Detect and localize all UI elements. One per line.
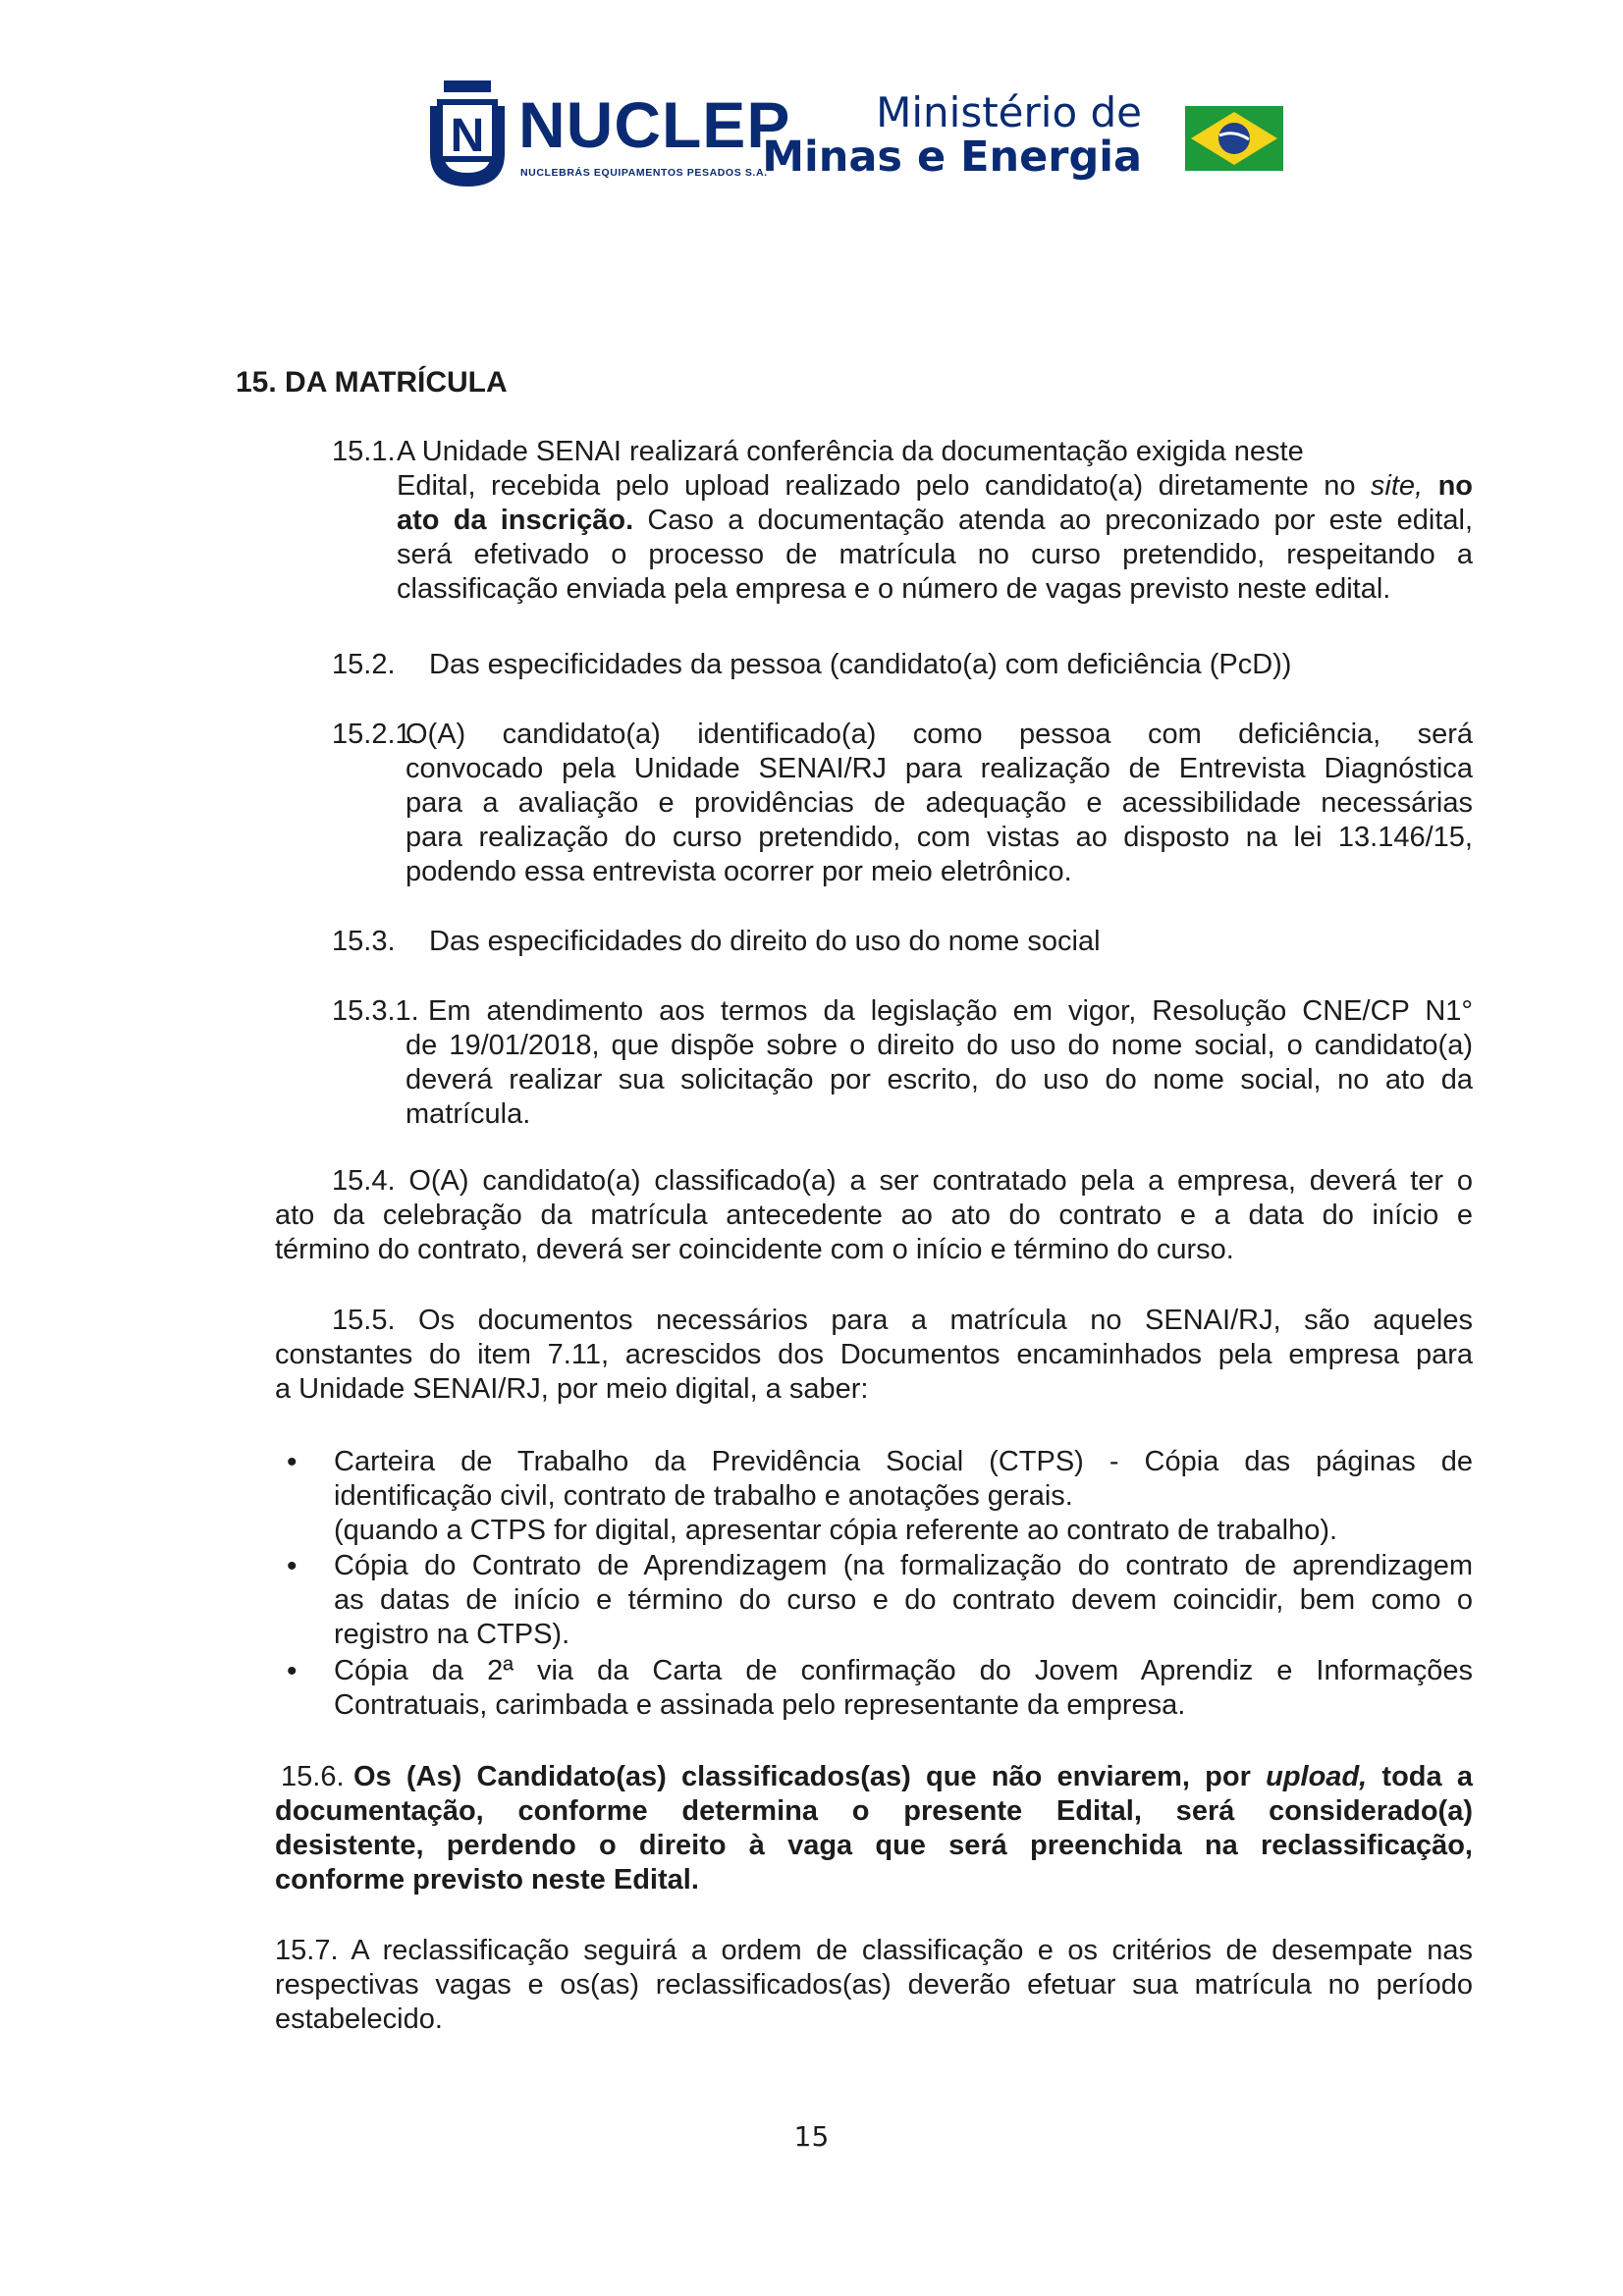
heading-15-3: Das especificidades do direito do uso do nome social bbox=[429, 926, 1101, 957]
page-number: 15 bbox=[793, 2120, 830, 2153]
text-line bbox=[353, 1760, 1473, 1794]
text-line: Contratuais, carimbada e assinada pelo representante da empresa. bbox=[334, 1689, 1186, 1721]
text-line: (quando a CTPS for digital, apresentar cópia referente ao contrato de trabalho). bbox=[334, 1515, 1338, 1546]
nuclep-emblem-icon bbox=[422, 77, 513, 194]
brazil-flag-icon bbox=[1185, 106, 1283, 171]
italic-span: upload, bbox=[1266, 1761, 1368, 1792]
text-line: 15.4. O(A) candidato(a) classificado(a) a ser contratado pela a empresa, deverá ter o bbox=[332, 1165, 1473, 1197]
text-line: a Unidade SENAI/RJ, por meio digital, a saber: bbox=[275, 1373, 869, 1405]
text-line: ato da celebração da matrícula antecedente ao ato do contrato e a data do início e bbox=[275, 1200, 1473, 1231]
bold-span: ato da inscrição. bbox=[397, 505, 634, 536]
text-line: de 19/01/2018, que dispõe sobre o direito do uso do nome social, o candidato(a) bbox=[406, 1030, 1473, 1061]
paragraph-15-1 bbox=[397, 435, 1473, 469]
text-line: A Unidade SENAI realizará conferência da documentação exigida neste bbox=[397, 436, 1304, 467]
text-line: para realização do curso pretendido, com vistas ao disposto na lei 13.146/15, bbox=[406, 822, 1473, 853]
logo-letter: N bbox=[450, 110, 485, 162]
paragraph-15-1-cont bbox=[397, 469, 1473, 607]
text-line: Cópia da 2ª via da Carta de confirmação do Jovem Aprendiz e Informações bbox=[334, 1655, 1473, 1686]
item-number-15-1: 15.1. bbox=[332, 436, 396, 467]
list-item bbox=[334, 1445, 1473, 1548]
item-number-15-2: 15.2. bbox=[332, 649, 396, 680]
text-line: classificação enviada pela empresa e o número de vagas previsto neste edital. bbox=[397, 573, 1391, 605]
list-item bbox=[334, 1654, 1473, 1723]
text-line: respectivas vagas e os(as) reclassificados(as) deverão efetuar sua matrícula no período bbox=[275, 1969, 1473, 2001]
bold-span: no bbox=[1437, 470, 1473, 502]
text-line: constantes do item 7.11, acrescidos dos Documentos encaminhados pela empresa para bbox=[275, 1339, 1473, 1370]
paragraph-15-7 bbox=[275, 1934, 1473, 2037]
paragraph-15-3-1 bbox=[428, 994, 1473, 1029]
item-number-15-2-1: 15.2.1. bbox=[332, 719, 419, 750]
text-span: Caso a documentação atenda ao preconizado por este edital, bbox=[633, 505, 1474, 536]
paragraph-15-6-first bbox=[353, 1760, 1473, 1794]
text-line: registro na CTPS). bbox=[334, 1619, 570, 1650]
ministry-line1: Ministério de bbox=[876, 88, 1142, 136]
text-line bbox=[397, 504, 1473, 538]
paragraph-15-2-1 bbox=[406, 718, 1473, 752]
text-span: Edital, recebida pelo upload realizado pelo candidato(a) diretamente no bbox=[397, 470, 1371, 502]
paragraph-15-2-1-cont bbox=[406, 752, 1473, 889]
text-line: para a avaliação e providências de adequação e acessibilidade necessárias bbox=[406, 787, 1473, 819]
bold-span: Os (As) Candidato(as) classificados(as) que não enviarem, por bbox=[353, 1761, 1267, 1792]
paragraph-15-6 bbox=[275, 1794, 1473, 1897]
nuclep-logo bbox=[422, 77, 795, 194]
paragraph-15-3-1-cont bbox=[406, 1029, 1473, 1132]
text-line: Em atendimento aos termos da legislação em vigor, Resolução CNE/CP N1° bbox=[428, 995, 1473, 1027]
company-name: NUCLEP bbox=[518, 88, 791, 161]
ministry-line2: Minas e Energia bbox=[762, 133, 1142, 182]
text-line bbox=[397, 469, 1473, 504]
text-line: podendo essa entrevista ocorrer por meio eletrônico. bbox=[406, 856, 1072, 887]
text-line: documentação, conforme determina o presente Edital, será considerado(a) bbox=[275, 1795, 1473, 1827]
paragraph-15-5 bbox=[275, 1338, 1473, 1407]
text-line: conforme previsto neste Edital. bbox=[275, 1864, 699, 1896]
ministry-logo bbox=[762, 86, 1291, 185]
paragraph-15-5-first bbox=[332, 1304, 1473, 1338]
text-line: Carteira de Trabalho da Previdência Social (CTPS) - Cópia das páginas de bbox=[334, 1446, 1473, 1477]
text-line: deverá realizar sua solicitação por escrito, do uso do nome social, no ato da bbox=[406, 1064, 1473, 1095]
text-line: será efetivado o processo de matrícula no curso pretendido, respeitando a bbox=[397, 539, 1473, 570]
bullet-icon: • bbox=[287, 1655, 298, 1687]
text-line: 15.5. Os documentos necessários para a matrícula no SENAI/RJ, são aqueles bbox=[332, 1305, 1473, 1336]
paragraph-15-4 bbox=[275, 1199, 1473, 1267]
text-line: matrícula. bbox=[406, 1098, 531, 1130]
text-line: O(A) candidato(a) identificado(a) como pessoa com deficiência, será bbox=[406, 719, 1473, 750]
bullet-icon: • bbox=[287, 1550, 298, 1582]
text-line: 15.7. A reclassificação seguirá a ordem de classificação e os critérios de desempate nas bbox=[275, 1935, 1473, 1966]
text-line: desistente, perdendo o direito à vaga que será preenchida na reclassificação, bbox=[275, 1830, 1473, 1861]
section-title: 15. DA MATRÍCULA bbox=[236, 366, 508, 399]
paragraph-15-4-first bbox=[332, 1164, 1473, 1199]
text-line: estabelecido. bbox=[275, 2003, 443, 2035]
list-item bbox=[334, 1549, 1473, 1652]
text-line: identificação civil, contrato de trabalho e anotações gerais. bbox=[334, 1480, 1073, 1512]
bullet-icon: • bbox=[287, 1446, 298, 1478]
item-number-15-3: 15.3. bbox=[332, 926, 396, 957]
italic-span: site, bbox=[1370, 470, 1424, 502]
text-line: as datas de início e término do curso e do contrato devem coincidir, bem como o bbox=[334, 1584, 1473, 1616]
bold-span: toda a bbox=[1367, 1761, 1473, 1792]
text-line: término do contrato, deverá ser coincidente com o início e término do curso. bbox=[275, 1234, 1234, 1265]
company-full-name: NUCLEBRÁS EQUIPAMENTOS PESADOS S.A. bbox=[520, 167, 768, 179]
item-number-15-3-1: 15.3.1. bbox=[332, 995, 419, 1027]
text-line: convocado pela Unidade SENAI/RJ para realização de Entrevista Diagnóstica bbox=[406, 753, 1473, 784]
text-line: Cópia do Contrato de Aprendizagem (na formalização do contrato de aprendizagem bbox=[334, 1550, 1473, 1581]
heading-15-2: Das especificidades da pessoa (candidato(a) com deficiência (PcD)) bbox=[429, 649, 1292, 680]
item-number-15-6: 15.6. bbox=[281, 1761, 345, 1792]
